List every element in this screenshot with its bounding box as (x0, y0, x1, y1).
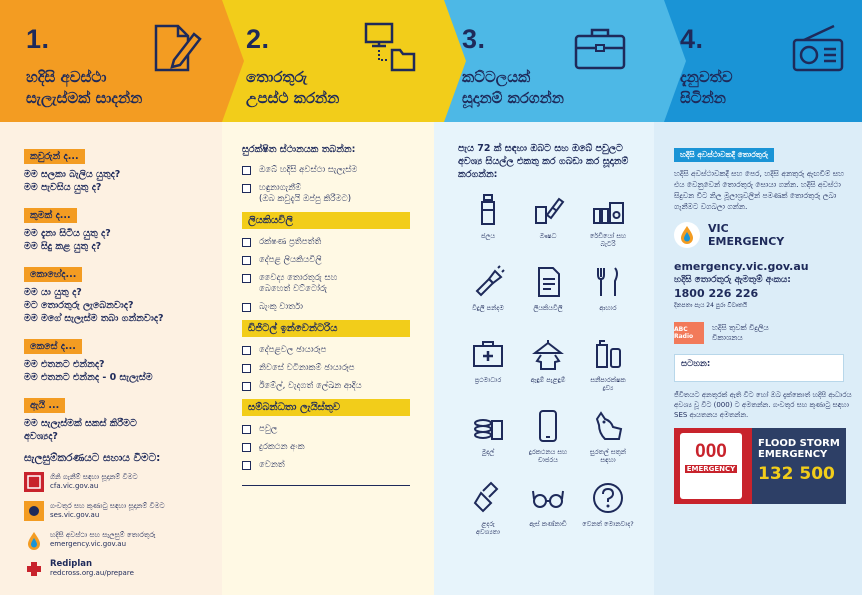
vic-emergency-logo-icon (24, 530, 44, 550)
triple-zero-paragraph: ජීවිතයට අනතුරක් ඇති විට හෝ ඔබ දැක්කොත් හදිසි ආධාරය අවශ්‍ය වූ විට (000) ට අමතන්න. ගංවතුර සහ කුණාටු සඳහා SES ආයතනය අමතන්න. (674, 391, 852, 419)
clothing-icon (531, 337, 565, 371)
coins-icon (471, 409, 505, 443)
emergency-url-link[interactable]: emergency.vic.gov.au (674, 260, 809, 273)
kit-item (518, 481, 578, 547)
resource-text (50, 560, 134, 578)
question-line: මම සිදු කළ යුතු ද? (24, 241, 102, 252)
radio-broadcast (674, 322, 862, 344)
kit-item (518, 265, 578, 331)
torch-icon (471, 265, 505, 299)
water-bottle-icon (471, 193, 505, 227)
question-block (24, 393, 222, 443)
step-2-header (212, 0, 444, 122)
checkbox[interactable] (242, 364, 251, 373)
question-tag: කොහේද... (24, 267, 82, 282)
step-title: දැනුවත්ව සිටින්න (680, 68, 733, 107)
question-line: මම එතනට එන්නද - 0 සැලැස්ම (24, 372, 153, 383)
checklist-item[interactable] (242, 442, 434, 453)
section-title: ඩිජිටල් ඉන්වෙන්ටරිය (242, 320, 410, 337)
resource-title: Rediplan (50, 559, 93, 569)
checklist-item[interactable] (242, 183, 434, 205)
question-line: අවශ්‍යද? (24, 431, 58, 442)
steps-header (0, 0, 862, 122)
checklist-item[interactable] (242, 273, 434, 295)
vic-emergency-text: VIC EMERGENCY (708, 222, 785, 248)
kit-item-label: ප්‍රථමාධාර (474, 376, 502, 384)
emergency-numbers-banner (674, 428, 846, 504)
kit-grid (458, 193, 654, 547)
informed-paragraph: හදිසි අවස්ථාවකදී සහ පෙර, හදිසි අනතුරු ඇඟවීම් සහ එය වෙනුවෙන් තොරතුරු සොයා ගන්න. හදිසි අවස්ථා සිදුවන විට නිල මූලාශ්‍රවලින් පමණක් තොරතුරු ලබා ගැනීමට වගබලා ගන්න. (674, 169, 845, 211)
checklist-label: දේපළවල ඡායාරූප (259, 345, 327, 355)
kit-item-label: වෙනත් මොනවාද? (582, 520, 634, 528)
question-tag: කුමක් ද... (24, 208, 77, 223)
flood-line-1: FLOOD STORM (758, 438, 840, 449)
kit-item (578, 481, 638, 547)
ses-logo-icon (24, 501, 44, 521)
checklist-item[interactable] (242, 255, 434, 266)
checklist-item[interactable] (242, 302, 434, 313)
kit-item-label: මුදල් (481, 448, 495, 456)
checklist-label: රක්ෂණ ප්‍රතිපත්ති (259, 237, 322, 247)
kit-item-label: විදුලි පන්දම (472, 304, 504, 312)
ses-number[interactable]: 132 500 (758, 464, 835, 484)
glasses-icon (531, 481, 565, 515)
resource-vic-emergency[interactable] (24, 529, 222, 551)
step-1-header (0, 0, 222, 122)
kit-item (458, 265, 518, 331)
hotline-number[interactable]: 1800 226 226 (674, 287, 759, 300)
kit-item-label: දුරකථනය සහ චාජරය (528, 448, 568, 464)
checklist-label: හඳුනාගැනීම් (ඔබ කවුදැයි ඔප්පු කිරීමට) (259, 183, 352, 204)
kit-item (578, 409, 638, 475)
question-line: මම මගේ සැලැස්ම තබා ගන්නවාද? (24, 313, 164, 324)
checklist-label: ඊමේල්, වැදගත් ලේඛන ආදිය (259, 381, 362, 391)
informed-column (654, 122, 862, 595)
plan-column (0, 122, 222, 595)
checkbox[interactable] (242, 238, 251, 247)
notes-label: සටහන: (681, 359, 711, 369)
checkbox[interactable] (242, 443, 251, 452)
baby-bottle-icon (471, 481, 505, 515)
checklist-item[interactable] (242, 381, 434, 392)
question-line: මම සලකා බැලිය යුතුද? (24, 169, 121, 180)
checkbox[interactable] (242, 461, 251, 470)
radio-text: හදිසි තුවක් විදුලිය විකාශනය (712, 323, 769, 342)
radio-icon (790, 20, 846, 76)
abc-radio-logo: ABC Radio (674, 322, 704, 344)
kit-item-label: සනීපාරක්ෂක ද්‍රව්‍ය (590, 376, 626, 392)
section-title: ලියකියවිලි (242, 212, 410, 229)
question-block (24, 203, 222, 253)
triple-zero-number[interactable]: 000 (695, 441, 727, 462)
info-intro: සුරක්ෂිත ස්ථානයක තබන්න: (242, 144, 356, 155)
kit-item-label: ලියකියවිලි (533, 304, 563, 312)
question-tag: කවුරුන් ද... (24, 149, 85, 164)
kit-item-label: ඖෂධ (539, 232, 557, 240)
question-line: මම එතනට එන්නද? (24, 359, 105, 370)
kit-item (578, 265, 638, 331)
kit-item-label: රේඩියෝ සහ බැටරි (589, 232, 627, 248)
vic-emergency-logo-icon (674, 222, 700, 248)
checkbox[interactable] (242, 166, 251, 175)
checklist-label: දුරකථන අංක (259, 442, 305, 452)
resource-url: redcross.org.au/prepare (50, 569, 134, 577)
question-line: මම යා යුතු ද? (24, 287, 82, 298)
checklist-label: නිවසේ වටිනාකම් ඡායාරූප (259, 363, 355, 373)
kit-item (458, 337, 518, 403)
triple-zero-label: EMERGENCY (686, 465, 736, 473)
phone-charger-icon (531, 409, 565, 443)
notes-field[interactable] (674, 354, 844, 382)
kit-item (578, 337, 638, 403)
kit-item (518, 193, 578, 259)
resource-text: හදිසි අවස්ථා සහ සැලසුම් තොරතුරු emergency.vic.gov.au (50, 531, 156, 548)
question-line: මම සැලැස්මක් සකස් කිරීමට (24, 418, 137, 429)
checklist-item[interactable] (242, 345, 434, 356)
checklist-label: වෛද්‍ය තොරතුරු සහ බෙහෙත් වට්ටෝරු (259, 273, 338, 294)
checkbox[interactable] (242, 184, 251, 193)
step-number: 4. (680, 24, 704, 54)
kit-item (458, 193, 518, 259)
checklist-label: දේපළ ලියකියවිලි (259, 255, 322, 265)
question-block (24, 144, 222, 194)
toiletries-icon (591, 337, 625, 371)
step-3-header (432, 0, 664, 122)
medicine-icon (531, 193, 565, 227)
checkbox[interactable] (242, 274, 251, 283)
question-line: මට තොරතුරු ලැබෙනවාද? (24, 300, 134, 311)
checklist-label: පවුල (259, 424, 278, 434)
step-title: හදිසි අවස්ථා සැලැස්මක් සාදන්න (26, 68, 143, 107)
checklist-item[interactable] (242, 424, 434, 435)
document-pencil-icon (148, 20, 204, 76)
checkbox[interactable] (242, 256, 251, 265)
checklist-item[interactable] (242, 363, 434, 374)
write-in-line[interactable] (242, 485, 410, 486)
pet-icon (591, 409, 625, 443)
question-icon (591, 481, 625, 515)
resource-cfa[interactable] (24, 471, 222, 493)
kit-item (578, 193, 638, 259)
step-number: 3. (462, 24, 486, 54)
red-cross-icon (24, 559, 44, 579)
checklist-label: වෙනත් (259, 460, 285, 470)
flood-line-2: EMERGENCY (758, 449, 828, 460)
checklist-label: ඔබේ හදිසි අවස්ථා සැලැස්ම (259, 165, 358, 175)
checklist-item[interactable] (242, 237, 434, 248)
checkbox[interactable] (242, 425, 251, 434)
question-tag: කෙසේ ද... (24, 339, 82, 354)
radio-batteries-icon (591, 193, 625, 227)
briefcase-icon (572, 20, 628, 76)
kit-column (434, 122, 654, 595)
kit-item (458, 409, 518, 475)
checkbox[interactable] (242, 303, 251, 312)
kit-item-label: ඇස් කණ්නාඩි (529, 520, 567, 528)
kit-intro: පැය 72 ක් සඳහා ඔබට සහ ඔබේ පවුලට අවශ්‍ය සියල්ල එකතු කර ගබඩා කර සූදානම් කරගන්න: (458, 143, 629, 180)
ses-number-block (752, 428, 846, 504)
question-tag: ඇයි ... (24, 398, 65, 413)
vic-emergency-brand[interactable] (674, 222, 862, 248)
checklist-item[interactable] (242, 165, 434, 176)
question-line: මම දැනා සිටිය යුතු ද? (24, 228, 111, 239)
documents-icon (531, 265, 565, 299)
info-column (222, 122, 434, 595)
question-block (24, 334, 222, 384)
resource-text: ගිනි ගැනීම් සඳහා සූදානම් වීමට cfa.vic.gov.au (50, 473, 138, 490)
kit-item-label: ඇඳුම් පැළඳුම් (530, 376, 566, 384)
step-title: කට්ටලයක් සූදානම් කරගන්න (462, 68, 564, 107)
kit-item (518, 337, 578, 403)
step-number: 1. (26, 24, 50, 54)
hotline-label: හදිසි තොරතුරු ඇමතුම් අංකය: (674, 275, 791, 285)
resources-heading: සැලසුම්කරණයට සහාය වීමට: (24, 452, 161, 464)
kit-item (518, 409, 578, 475)
kit-item-label: සුරතල් සතුන් සඳහා (589, 448, 627, 464)
kit-item-label: ළදරු අවශ්‍යතා (476, 520, 500, 536)
question-line: මම පැවසිය යුතු ද? (24, 182, 102, 193)
kit-item-label: ජලය (480, 232, 496, 240)
question-block (24, 262, 222, 325)
hotline-note: දිනපතා පැය 24 පුරා විවෘතයි (674, 302, 748, 309)
resource-rediplan[interactable] (24, 558, 222, 580)
checklist-label: බැංකු වාර්තා (259, 302, 303, 312)
step-title: තොරතුරු උපස්ථ කරන්න (246, 68, 340, 107)
cfa-logo-icon (24, 472, 44, 492)
kit-item (458, 481, 518, 547)
kit-item-label: ආහාර (599, 304, 617, 312)
checkbox[interactable] (242, 382, 251, 391)
triple-zero-badge (680, 433, 742, 499)
resource-ses[interactable] (24, 500, 222, 522)
checklist-item[interactable] (242, 460, 434, 471)
first-aid-kit-icon (471, 337, 505, 371)
computer-folder-icon (362, 20, 418, 76)
cutlery-icon (591, 265, 625, 299)
informed-label: හදිසි අවස්ථාවකදී තොරතුරු (674, 148, 774, 162)
step-number: 2. (246, 24, 270, 54)
resource-text: ගංවතුර සහ කුණාටු සඳහා සූදානම් වීමට ses.vic.gov.au (50, 502, 165, 519)
section-title: සම්බන්ධතා ලැයිස්තුව (242, 399, 410, 416)
checkbox[interactable] (242, 346, 251, 355)
